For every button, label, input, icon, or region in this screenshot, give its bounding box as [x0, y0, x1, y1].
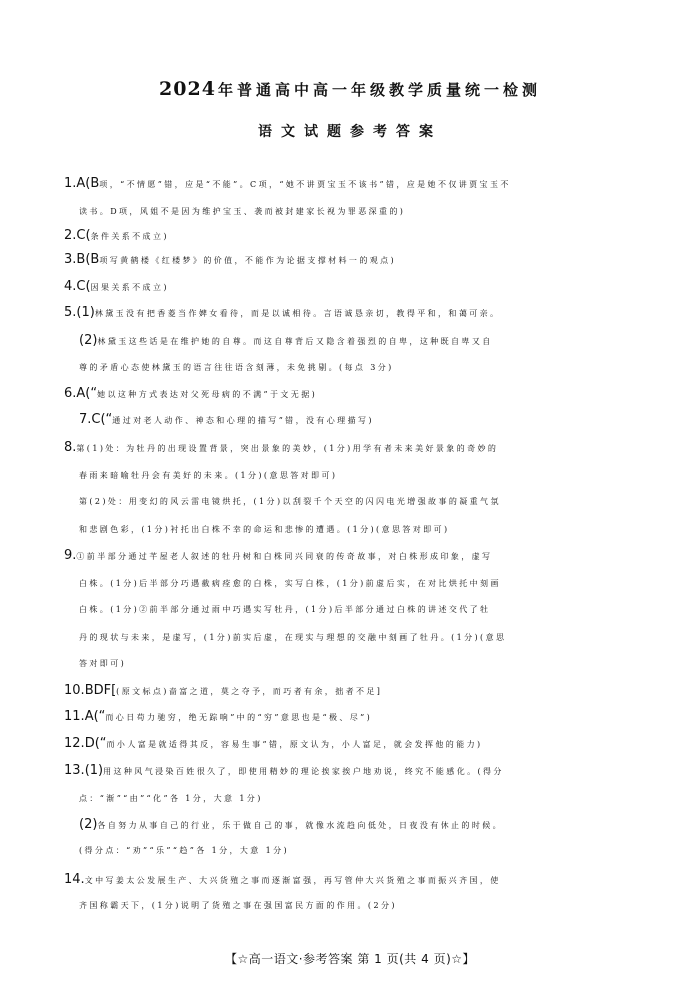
- question-number: 9.: [64, 549, 77, 563]
- answer-choice: BDF[: [84, 684, 117, 698]
- answer-line: [64, 387, 660, 402]
- question-number: 8.: [64, 441, 77, 455]
- answer-text: 文中写姜太公发展生产、大兴货殖之事而逐渐富强，再写管仲大兴货殖之事而振兴齐国，使: [84, 876, 501, 885]
- answer-line: [79, 469, 660, 483]
- answer-line: [79, 792, 660, 806]
- answer-line: [79, 523, 660, 537]
- answer-text: 答对即可): [79, 659, 127, 668]
- answer-text: 项写黄鹤楼《红楼梦》的价值，不能作为论据支撑材料一的观点): [99, 256, 397, 265]
- answer-choice: A(“: [84, 710, 106, 724]
- answer-choice: D(“: [84, 737, 107, 751]
- answer-choice: C(“: [91, 413, 113, 427]
- answer-text: 读书。D项，风姐不是因为维护宝玉、袭而被封建家长视为罪恶深重的): [79, 207, 406, 216]
- answer-text: 春雨来暗喻牡丹会有美好的未来。(1分)(意思答对即可): [79, 471, 338, 480]
- answer-line: [79, 205, 660, 219]
- answer-text: 点：“渐”“由”“化”各 1分，大意 1分): [79, 794, 263, 803]
- answer-choice: (2): [79, 334, 98, 348]
- question-number: 14.: [64, 873, 85, 887]
- question-number: 3.: [64, 253, 77, 267]
- answer-choice: C(: [76, 229, 91, 243]
- answer-line: [79, 361, 660, 375]
- answer-text: 因果关系不成立): [90, 283, 169, 292]
- answer-text: 丹的现状与未来，是虚写，(1分)前实后虚，在现实与理想的交融中刻画了牡丹。(1分)(意思: [79, 633, 507, 642]
- question-number: 1.: [64, 177, 77, 191]
- page-footer: 【☆高一语文·参考答案 第 1 页(共 4 页)☆】: [224, 952, 476, 966]
- answer-text: 用这种风气浸染百姓很久了，即使用精妙的理论挨家挨户地劝说，终究不能感化。(得分: [103, 767, 504, 776]
- answer-text: 白株。(1分)后半部分巧遇截病痊愈的白株，实写白株，(1分)前虚后实，在对比烘托中刻画: [79, 579, 501, 588]
- question-number: 12.: [64, 737, 85, 751]
- answer-text: 而心日苟力驰穷，绝无踪响”中的“穷”意思也是“极、尽”): [105, 713, 373, 722]
- answer-choice: (2): [79, 818, 98, 832]
- exam-title: [0, 78, 700, 100]
- answer-line: [64, 306, 660, 321]
- answer-text: 而小人富是就适得其反，容易生事”错，原文认为，小人富足，就会发挥他的能力): [106, 740, 483, 749]
- answer-line: [79, 631, 660, 645]
- answer-line: [64, 764, 660, 779]
- answer-text: 通过对老人动作、神态和心理的描写”错，没有心理描写): [112, 416, 374, 425]
- answer-line: [64, 684, 660, 699]
- answer-line: [64, 710, 660, 725]
- exam-title-text: 年普通高中高一年级教学质量统一检测: [217, 81, 541, 99]
- answer-text: 第(2)处：用变幻的风云雷电镜烘托，(1分)以刮裂千个天空的闪闪电光增强故事的凝重气氛: [79, 497, 501, 506]
- answer-line: [79, 657, 660, 671]
- answer-line: [79, 603, 660, 617]
- answer-text: ①前半部分通过芊屋老人叙述的牡丹树和白株同兴同衰的传奇故事，对白株形成印象，虚写: [76, 552, 493, 561]
- question-number: 13.: [64, 764, 85, 778]
- question-number: 6.: [64, 387, 77, 401]
- answer-text: 各自努力从事自己的行业，乐于做自己的事，就像水流趋向低处，日夜没有休止的时候。: [97, 821, 504, 830]
- answer-line: [64, 873, 660, 888]
- answer-text: 条件关系不成立): [90, 232, 169, 241]
- answer-line: [64, 253, 660, 268]
- answer-line: [64, 177, 660, 192]
- answer-text: 她以这种方式表达对父死母病的不满”于文无据): [97, 390, 318, 399]
- question-number: 5.: [64, 306, 77, 320]
- question-number: 11.: [64, 710, 85, 724]
- answer-text: (原文标点)啬富之道，莫之夺予，而巧者有余，拙者不足]: [116, 687, 383, 696]
- answer-line: [79, 844, 660, 858]
- question-number: 2.: [64, 229, 77, 243]
- answer-text: 第(1)处：为牡丹的出现设置背景，突出景象的美妙，(1分)用学有者未来美好景象的奇妙的: [76, 444, 499, 453]
- answer-line: [79, 899, 660, 913]
- answer-line: [64, 737, 660, 752]
- answer-text: 林黛玉没有把香菱当作婢女看待，而是以诚相待。言语诚恳亲切，教得平和，和蔼可亲。: [94, 309, 501, 318]
- question-number: 10.: [64, 684, 85, 698]
- question-number: 7.: [79, 413, 92, 427]
- answer-choice: (1): [84, 764, 104, 778]
- answer-text: 和悲剧色彩，(1分)衬托出白株不幸的命运和悲惨的遭遇。(1分)(意思答对即可): [79, 525, 450, 534]
- answer-text: 尊的矛盾心态使林黛玉的语言往往语含刻薄，未免挑剔。(每点 3分): [79, 363, 394, 372]
- answer-choice: B(B: [76, 253, 100, 267]
- answer-choice: C(: [76, 280, 91, 294]
- answer-line: [64, 441, 660, 456]
- answer-line: [64, 280, 660, 295]
- question-number: 4.: [64, 280, 77, 294]
- answer-text: 白株。(1分)②前半部分通过雨中巧遇实写牡丹，(1分)后半部分通过白株的讲述交代了牡: [79, 605, 491, 614]
- answer-line: [64, 549, 660, 564]
- answer-line: [79, 334, 660, 349]
- answer-line: [79, 413, 660, 428]
- answer-choice: A(B: [76, 177, 100, 191]
- answer-text: 林黛玉这些话是在维护她的自尊。而这自尊背后又隐含着强烈的自卑，这种既自卑又自: [97, 337, 493, 346]
- answer-choice: (1): [76, 306, 95, 320]
- answer-text: (得分点：“劝”“乐”“趋”各 1分，大意 1分): [79, 846, 290, 855]
- answer-choice: A(“: [76, 387, 98, 401]
- answer-text: 项，“不情愿”错，应是“不能”。C项，“她不讲贾宝玉不该书”错，应是她不仅讲贾宝玉不: [99, 180, 511, 189]
- exam-year: 2024: [159, 78, 216, 100]
- document-subtitle: 语文试题参考答案: [258, 124, 442, 140]
- answer-line: [64, 229, 660, 244]
- answer-text: 齐国称霸天下，(1分)说明了货殖之事在强国富民方面的作用。(2分): [79, 901, 397, 910]
- answer-line: [79, 818, 660, 833]
- answer-line: [79, 495, 660, 509]
- answer-line: [79, 577, 660, 591]
